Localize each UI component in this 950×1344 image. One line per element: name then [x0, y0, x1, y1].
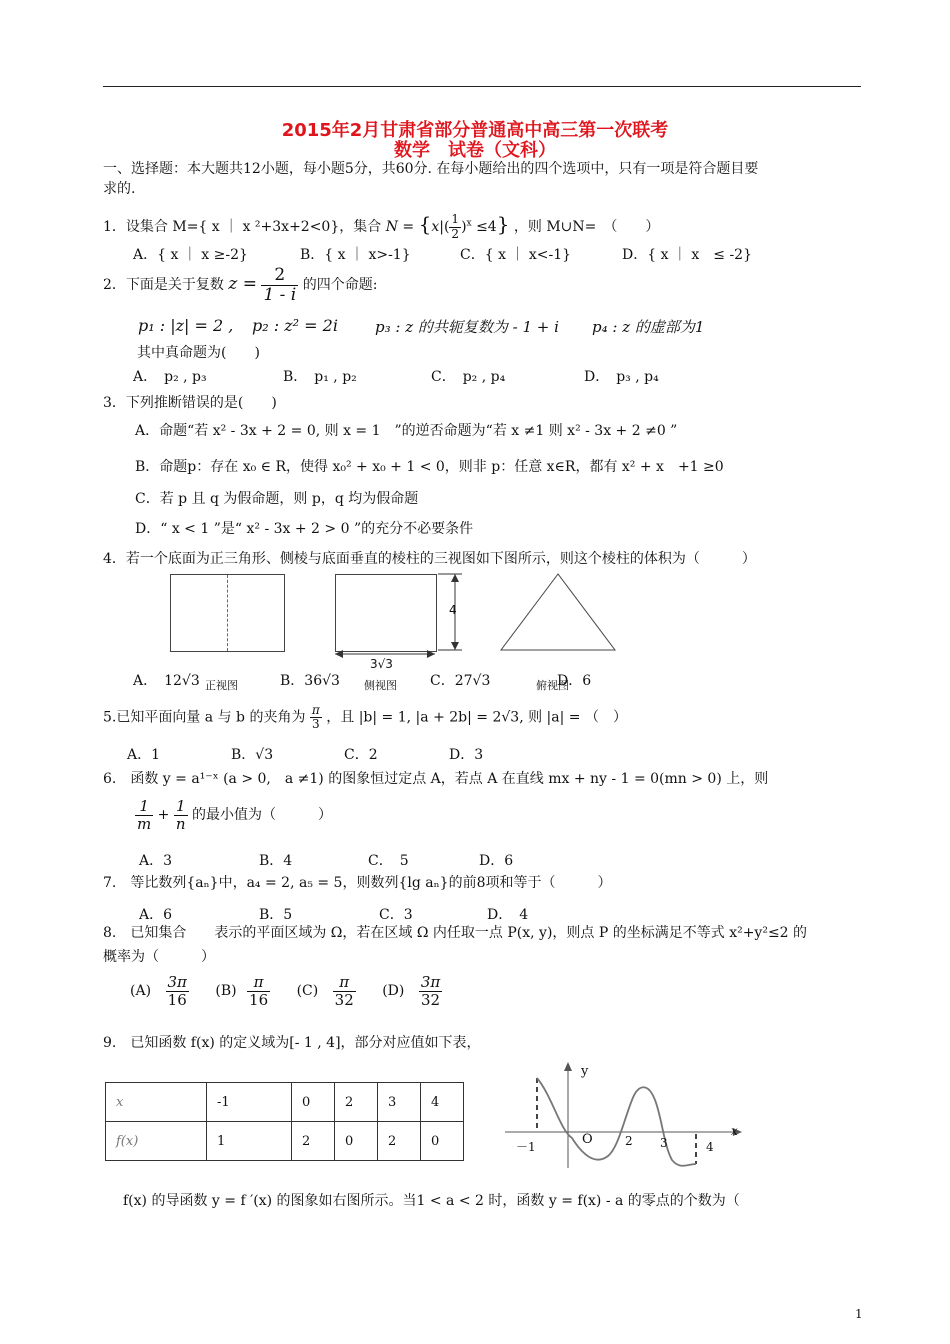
q2-option-a: A． p₂ , p₃ [133, 369, 207, 385]
q2-option-b: B． p₁ , p₂ [283, 369, 357, 385]
table-row [106, 1083, 464, 1122]
q3-option-c: C．若 p 且 q 为假命题，则 p，q 均为假命题 [135, 491, 419, 507]
q1-option-a: A．{ x ｜ x ≥-2} [133, 247, 248, 263]
label-side-view: 侧视图 [364, 679, 397, 692]
q2-sub: 其中真命题为( ) [137, 345, 260, 361]
section-intro-2: 求的. [103, 181, 136, 197]
dim-height-label: 4 [449, 603, 457, 617]
label-front-view: 正视图 [205, 679, 238, 692]
q7-stem: 7. 等比数列{aₙ}中，a₄ = 2, a₅ = 5，则数列{lg aₙ}的前8项和等于（ ） [103, 875, 612, 891]
q3-stem: 3．下列推断错误的是( ) [103, 395, 277, 411]
table-cell: f(x) [106, 1122, 207, 1161]
q9-stem: 9. 已知函数 f(x) 的定义域为[- 1 , 4]，部分对应值如下表， [103, 1035, 481, 1051]
q7-option-a: A．6 [139, 907, 173, 923]
section-intro-1: 一、选择题：本大题共12小题，每小题5分，共60分. 在每小题给出的四个选项中，只有一项是符合题目要 [103, 161, 759, 177]
side-view-dimensions [330, 570, 470, 670]
table-cell: x [106, 1083, 207, 1122]
graph-origin-label: O [582, 1132, 593, 1147]
table-cell: 3 [378, 1083, 421, 1122]
q8-stem: 8. 已知集合 表示的平面区域为 Ω，若在区域 Ω 内任取一点 P(x, y)，则点 P 的坐标满足不等式 x²+y²≤2 的 [103, 925, 808, 941]
label-top-view: 俯视图 [536, 679, 569, 692]
table-cell: 0 [335, 1122, 378, 1161]
q2-p3: p₃ : z 的共轭复数为 - 1 + i [375, 318, 559, 336]
q2-p2: p₂ : z² = 2i [252, 316, 338, 335]
table-cell: 0 [292, 1083, 335, 1122]
q1-stem: 1．设集合 M={ x ｜ x ²+3x+2<0}，集合 N = {x|( $\frac{1}{2}$ )$^x$ ≤4} ，则 M∪N= （ ） [103, 212, 660, 241]
graph-x-label: x [731, 1124, 738, 1138]
q7-option-c: C．3 [379, 907, 413, 923]
q6-expression: $\frac{1}{m}$ + $\frac{1}{n}$ 的最小值为（ ） [137, 797, 332, 833]
q9-stem-b: f(x) 的导函数 y = f ′(x) 的图象如右图所示。当1 < a < 2 时，函数 y = f(x) - a 的零点的个数为（ [123, 1193, 740, 1209]
q5-option-b: B．√3 [231, 747, 274, 763]
top-view-triangle [498, 572, 618, 654]
q7-option-d: D． 4 [487, 907, 529, 923]
q5-option-c: C．2 [344, 747, 378, 763]
page-number: 1 [855, 1307, 863, 1321]
graph-tick-minus1: －1 [516, 1140, 536, 1154]
q3-option-a: A．命题“若 x² - 3x + 2 = 0, 则 x = 1 ”的逆否命题为“若 x ≠1 则 x² - 3x + 2 ≠0 ” [135, 423, 678, 439]
q4-option-b: B．36√3 [280, 673, 340, 689]
exam-subtitle: 数学 试卷（文科） [394, 140, 556, 161]
q4-option-a: A． 12√3 [133, 673, 200, 689]
q6-option-b: B．4 [259, 853, 293, 869]
value-table [105, 1082, 464, 1161]
graph-tick-4: 4 [706, 1140, 714, 1154]
q2-option-c: C． p₂ , p₄ [431, 369, 506, 385]
q3-option-d: D．“ x < 1 ”是“ x² - 3x + 2 > 0 ”的充分不必要条件 [135, 521, 474, 537]
q1-option-b: B．{ x ｜ x>-1} [300, 247, 411, 263]
graph-tick-2: 2 [625, 1134, 633, 1148]
graph-tick-3: 3 [660, 1136, 668, 1150]
q5-option-d: D．3 [449, 747, 484, 763]
top-rule [103, 86, 861, 87]
exam-title: 2015年2月甘肃省部分普通高中高三第一次联考 [281, 120, 669, 141]
table-cell: 2 [378, 1122, 421, 1161]
table-cell: 2 [335, 1083, 378, 1122]
q6-option-c: C． 5 [368, 853, 409, 869]
q7-option-b: B．5 [259, 907, 293, 923]
table-cell: -1 [207, 1083, 292, 1122]
q1-option-c: C．{ x ｜ x<-1} [460, 247, 572, 263]
table-cell: 2 [292, 1122, 335, 1161]
q5-stem: 5.已知平面向量 a 与 b 的夹角为 $\frac{\pi}{3}$ ，且 |b| = 1, |a + 2b| = 2√3, 则 |a| = （ ） [103, 703, 627, 732]
q6-option-d: D．6 [479, 853, 514, 869]
q2-stem: 2．下面是关于复数 z = $\frac{2}{1 - i}$ 的四个命题: [103, 265, 378, 305]
q8-stem-b: 概率为（ ） [103, 949, 215, 965]
q2-option-d: D． p₃ , p₄ [584, 369, 659, 385]
q4-option-c: C．27√3 [430, 673, 491, 689]
table-cell: 0 [421, 1122, 464, 1161]
table-cell: 4 [421, 1083, 464, 1122]
graph-y-label: y [581, 1064, 589, 1079]
table-cell: 1 [207, 1122, 292, 1161]
q4-stem: 4．若一个底面为正三角形、侧棱与底面垂直的棱柱的三视图如下图所示，则这个棱柱的体积为（ ） [103, 551, 756, 567]
q4-option-d: D．6 [557, 673, 592, 689]
q2-p4: p₄ : z 的虚部为1 [592, 318, 705, 336]
q6-stem: 6. 函数 y = a¹⁻ˣ (a > 0, a ≠1) 的图象恒过定点 A，若点 A 在直线 mx + ny - 1 = 0(mn > 0) 上，则 [103, 771, 769, 787]
q3-option-b: B．命题p：存在 x₀ ∈ R，使得 x₀² + x₀ + 1 < 0，则非 p：任意 x∈R，都有 x² + x +1 ≥0 [135, 459, 724, 475]
q6-option-a: A．3 [139, 853, 173, 869]
front-view-rect [170, 574, 285, 652]
table-row [106, 1122, 464, 1161]
q8-options: (A) $\frac{3\pi}{16}$ (B) $\frac{\pi}{16}$ (C) $\frac{\pi}{32}$ (D) $\frac{3\pi}{32}$ [130, 973, 441, 1009]
dim-width-label: 3√3 [370, 657, 393, 671]
q5-option-a: A．1 [127, 747, 161, 763]
q2-p1: p₁ : |z| = 2 , [138, 316, 234, 335]
q1-option-d: D．{ x ｜ x ≤ -2} [622, 247, 752, 263]
